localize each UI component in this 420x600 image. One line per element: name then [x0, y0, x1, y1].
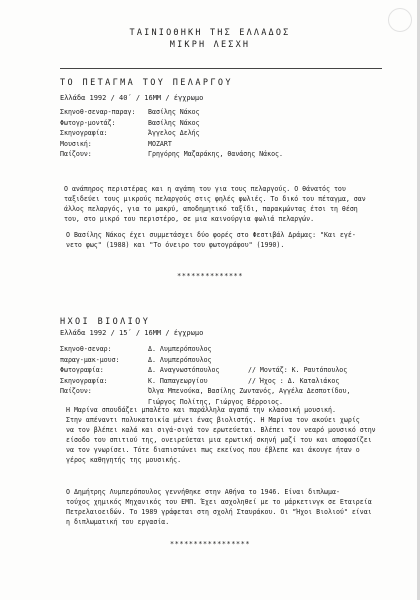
synopsis-line: Ο ανάπηρος περιστέρας και η αγάπη του για τους πελαργούς. Ο θάνατός του	[64, 185, 346, 193]
credit-role: Παίζουν:	[60, 150, 92, 158]
note-line: Ο Δημήτρης Λυμπερόπουλος γεννήθηκε στην Αθήνα το 1946. Είναι διπλωμα-	[66, 488, 340, 496]
credit-role: Φωτογρ-μοντάζ:	[60, 118, 116, 127]
credit-name: Δ. Αναγνωστόπουλος	[148, 366, 220, 374]
separator-stars: **************	[176, 272, 243, 280]
credit-role: Μουσική:	[60, 139, 92, 148]
synopsis-line: Στην απέναντι πολυκατοικία μένει ένας βιολιστής. Η Μαρίνα τον ακούει χωρίς	[66, 416, 360, 424]
credit-name: Γρηγόρης Μαζαράκης, Θανάσης Νάκος.	[148, 150, 283, 158]
credit-role: Σκηνογραφία:	[60, 129, 108, 137]
credit-name: Γιώργος Πολίτης, Γιώργος Βέρροιος.	[148, 397, 283, 406]
credit-name: MOZART	[148, 139, 172, 148]
synopsis-line: να τον βλέπει καλά και σιγά-σιγά τον ερωτεύεται. Βλέπει τον νεαρό μουσικό στην	[66, 426, 376, 434]
credit-role: Σκηνοθ-σεναρ-παραγ:	[60, 108, 136, 116]
top-rule	[60, 68, 382, 69]
synopsis-line: Η Μαρίνα σπουδάζει μπαλέτο και παράλληλα αγαπά την κλασσική μουσική.	[66, 406, 336, 414]
credit-extra: // Μοντάζ: Κ. Ραυτόπουλος	[248, 366, 348, 374]
synopsis-line: ταξιδεύει τους μικρούς πελαργούς στις φηλές φωλιές. Το δικό του πέταγμα, σαν	[64, 195, 366, 203]
credit-name: Κ. Παπαγεωργίου	[148, 376, 208, 385]
synopsis-line: άλλος πελαργός, για το μακρύ, αποδημητικό ταξίδι, παρακμώντας έτσι τη θέση	[64, 205, 358, 213]
synopsis-line: του, στο μικρό του περιστέρο, σε μια καινούργια φωλιά πελαργών.	[64, 215, 315, 223]
synopsis-line: είσοδο του σπιτιού της, ονειρεύεται μια ερωτική σκηνή μαζί του και αποφασίζει	[66, 436, 372, 444]
credit-name: Βασίλης Νάκος	[148, 108, 200, 116]
credit-role: Σκηνοθ-σεναρ:	[60, 345, 112, 353]
film2-title: ΗΧΟΙ ΒΙΟΛΙΟΥ	[60, 317, 151, 327]
credit-name: Όλγα Μπενούκα, Βασίλης Ζωντανός, Αγγέλα Δεσποτίδου,	[148, 387, 351, 395]
film2-director-note	[66, 487, 372, 527]
archive-subheader: ΜΙΚΡΗ ΛΕΣΧΗ	[169, 40, 251, 50]
note-line: Ο Βασίλης Νάκος έχει συμμετάσχει δύο φορές στο Φεστιβάλ Δράμας: "Και εγέ-	[66, 231, 356, 239]
credit-role: Παίζουν:	[60, 387, 92, 395]
credit-extra: // Ήχος : Δ. Καταλιάκος	[248, 376, 340, 385]
note-line: Πετρελαιοειδών. Το 1989 γράφεται στη σχολή Σταυράκου. Οι "Ήχοι Βιολιού" είναι	[66, 508, 372, 516]
credit-role: Φωτογραφία:	[60, 366, 104, 374]
film1-info: Ελλάδα 1992 / 40΄ / 16ΜΜ / έγχρωμο	[60, 94, 204, 102]
note-line: νετο φως" (1988) και "Το όνειρο του φωτογράφου" (1990).	[66, 241, 285, 249]
credit-name: Βασίλης Νάκος	[148, 118, 200, 127]
film1-synopsis	[64, 184, 364, 224]
credit-name: Δ. Λυμπερόπουλος	[148, 345, 212, 353]
separator-stars: *****************	[169, 540, 251, 548]
film1-director-note	[66, 230, 366, 250]
synopsis-line: γέρος καθηγητής της μουσικής.	[66, 456, 182, 464]
synopsis-line: να τον γνωρίσει. Τότε διαπιστώνει πως εκείνος που έβλεπε και άκουγε ήταν ο	[66, 446, 360, 454]
credit-name: Δ. Λυμπερόπουλος	[148, 355, 212, 364]
film2-synopsis	[66, 405, 376, 465]
note-line: η διπλωματική του εργασία.	[66, 518, 170, 526]
note-line: τούχος χημικός Μηχανικός του ΕΜΠ. Έχει ασχοληθεί με το μάρκετινγκ σε Εταιρεία	[66, 498, 372, 506]
credit-role: παραγ-μακ-μουσ:	[60, 355, 120, 364]
film2-info: Ελλάδα 1992 / 15΄ / 16ΜΜ / έγχρωμο	[60, 329, 204, 337]
credit-role: Σκηνογραφία:	[60, 376, 108, 385]
credit-name: Άγγελος Δελής	[148, 129, 200, 137]
archive-header: ΤΑΙΝΙΟΘΗΚΗ ΤΗΣ ΕΛΛΑΔΟΣ	[129, 28, 291, 38]
film1-title: ΤΟ ΠΕΤΑΓΜΑ ΤΟΥ ΠΕΛΑΡΓΟΥ	[60, 78, 233, 88]
